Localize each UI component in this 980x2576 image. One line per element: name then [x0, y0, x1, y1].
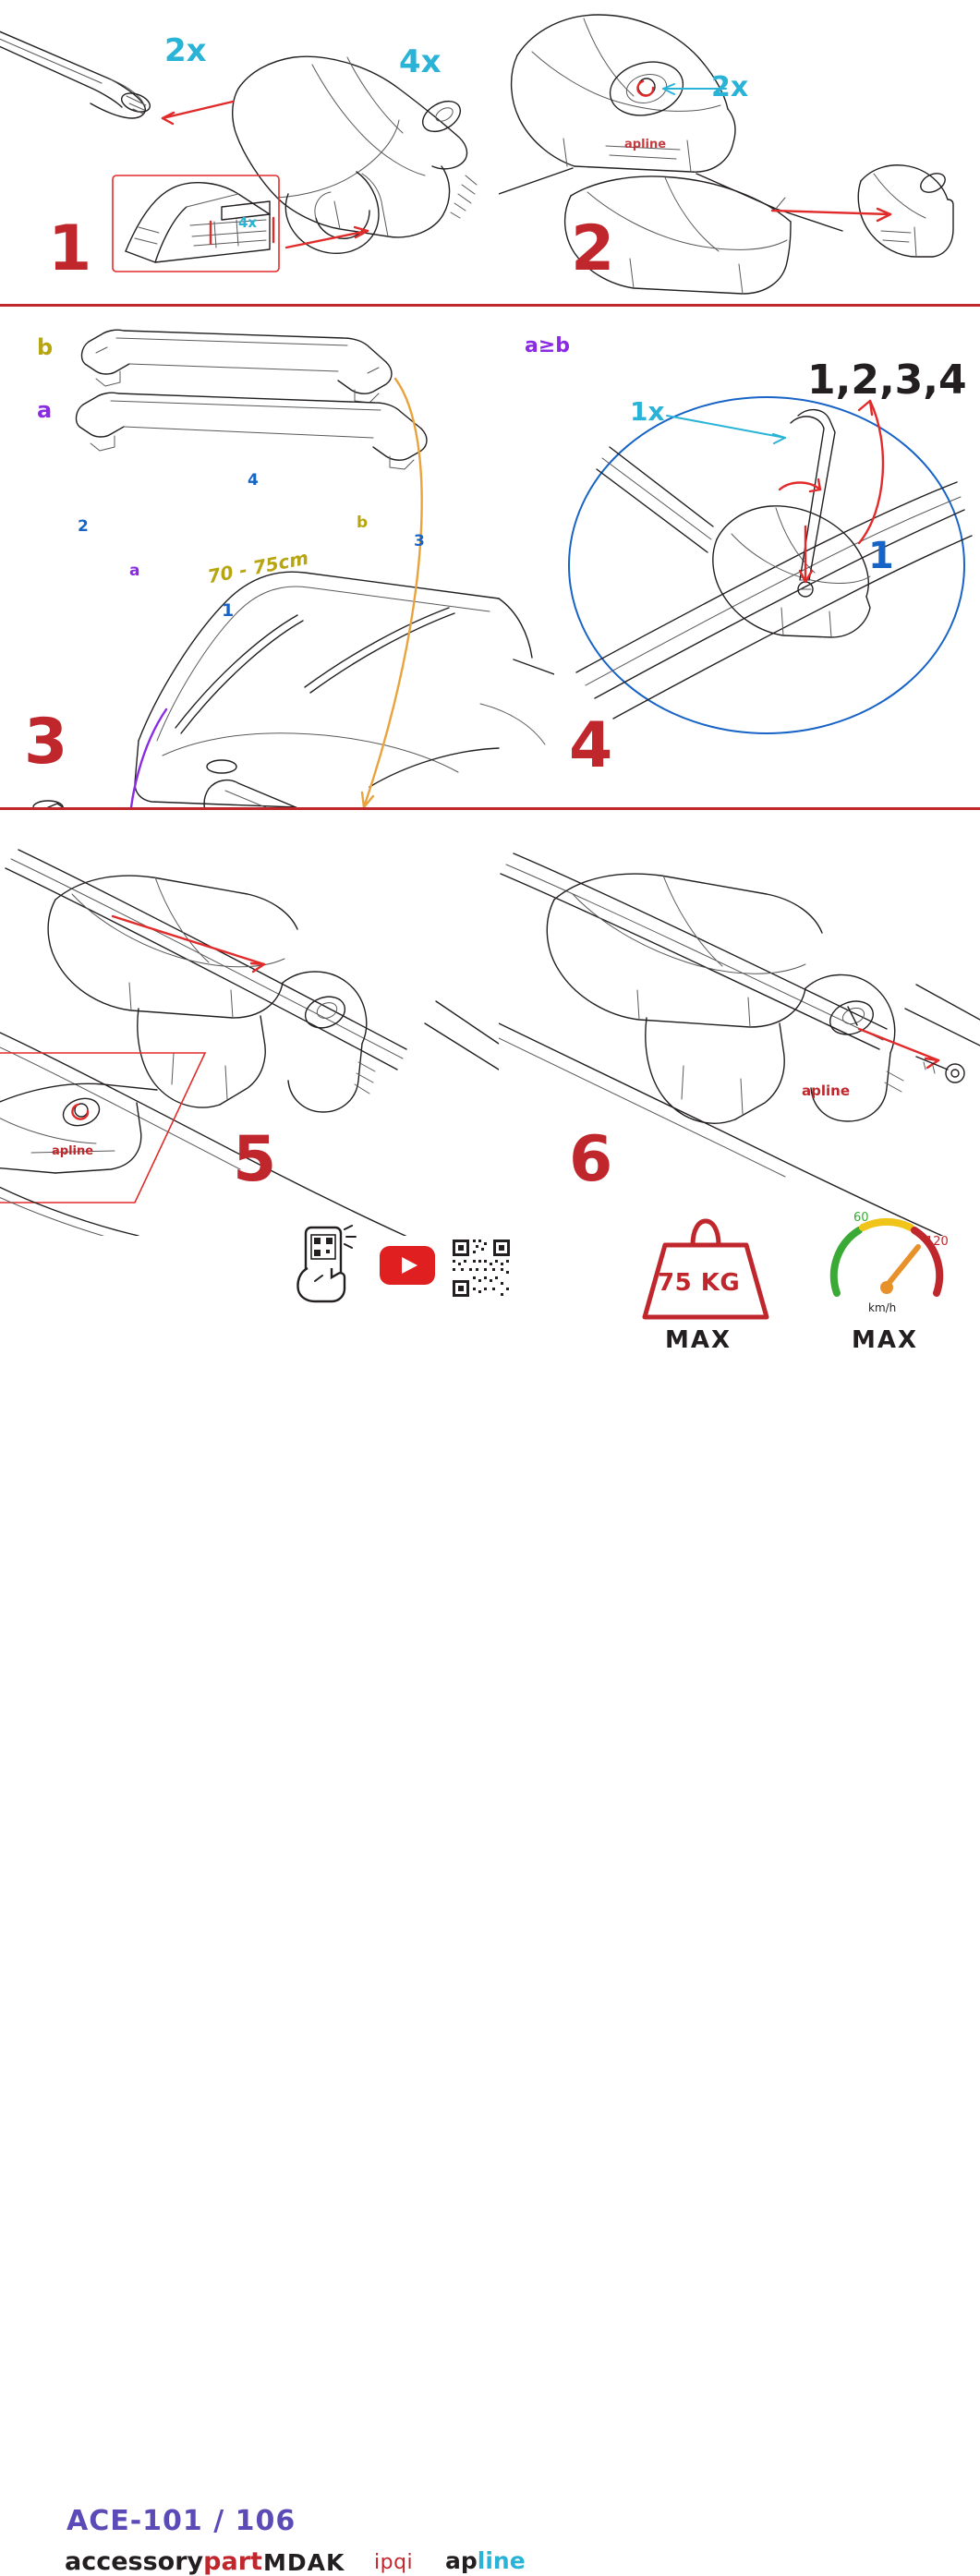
step-5-panel — [0, 811, 499, 1236]
sequence-rest: ,2,3,4 — [835, 357, 967, 404]
step-6-number: 6 — [569, 1123, 612, 1196]
arrow-a-label: a — [129, 562, 140, 580]
step-3-panel — [0, 307, 554, 807]
apline-logo-part-b: line — [477, 2547, 526, 2574]
youtube-icon[interactable] — [379, 1245, 436, 1286]
tool-quantity-label: 1x — [630, 396, 665, 427]
turn-number-label: 1 — [868, 535, 894, 577]
weight-limit-value: 75 KG — [658, 1269, 741, 1297]
svg-text:apline: apline — [624, 138, 667, 151]
svg-text:60: 60 — [853, 1211, 869, 1225]
step-4-number: 4 — [569, 709, 612, 782]
step-3-number: 3 — [24, 706, 67, 779]
speed-limit-icon — [822, 1208, 951, 1324]
divider-bottom — [0, 807, 980, 810]
step-2-panel — [499, 0, 980, 304]
accessorypart-logo-part-a: accessory — [65, 2547, 204, 2576]
svg-text:apline: apline — [802, 1082, 850, 1099]
qr-code-icon[interactable] — [451, 1238, 512, 1299]
weight-limit-caption: MAX — [665, 1326, 732, 1354]
weight-limit-icon — [635, 1208, 776, 1324]
speed-limit-caption: MAX — [852, 1326, 919, 1354]
step-6-panel — [499, 811, 980, 1236]
foot-quantity-label: 4x — [399, 43, 442, 80]
svg-text:apline: apline — [52, 1144, 94, 1158]
footer-brand-row — [0, 1211, 980, 2576]
arrow-b-label: b — [357, 514, 369, 532]
model-code-label: ACE-101 / 106 — [67, 2505, 296, 2537]
svg-text:km/h: km/h — [868, 1301, 897, 1314]
accessorypart-logo — [65, 2547, 262, 2576]
sequence-first-digit: 1 — [807, 357, 836, 404]
svg-text:120: 120 — [926, 1235, 949, 1249]
mdak-logo: MDAK — [263, 2549, 345, 2576]
position-2-label: 2 — [78, 517, 89, 536]
inset-quantity-label: 4x — [238, 214, 258, 231]
position-3-label: 3 — [414, 532, 425, 550]
step-1-panel — [0, 0, 499, 304]
distance-label: 70 - 75cm — [205, 546, 310, 588]
step-2-number: 2 — [571, 212, 614, 285]
accessorypart-logo-part-b: part — [203, 2547, 262, 2576]
step-1-number: 1 — [48, 212, 91, 285]
ipqi-logo: ipqi — [374, 2551, 414, 2574]
lock-quantity-label: 2x — [711, 71, 749, 103]
step-5-number: 5 — [233, 1123, 276, 1196]
position-4-label: 4 — [248, 471, 259, 490]
step-4-panel — [525, 307, 980, 807]
tighten-sequence-label — [807, 357, 967, 404]
bar-quantity-label: 2x — [164, 32, 207, 69]
condition-label: a≥b — [525, 334, 571, 357]
qr-hand-icon[interactable] — [291, 1224, 365, 1303]
apline-logo — [445, 2547, 526, 2574]
position-1-label: 1 — [222, 600, 235, 621]
bar-b-label: b — [37, 334, 54, 360]
bar-a-label: a — [37, 397, 53, 423]
apline-logo-part-a: ap — [445, 2547, 478, 2574]
